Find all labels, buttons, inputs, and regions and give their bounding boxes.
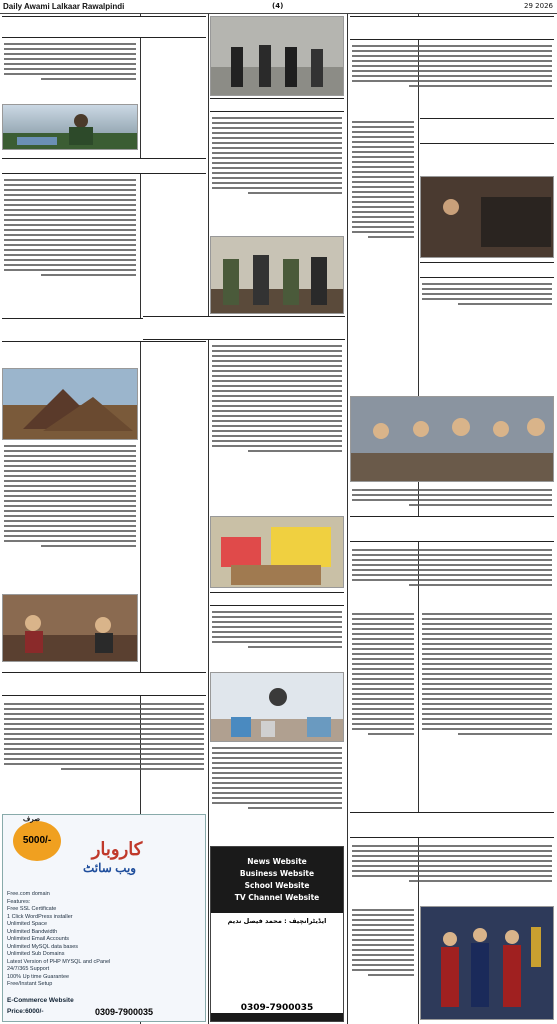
ad-ecommerce: E-Commerce Website <box>7 997 74 1004</box>
ad-phone: 0309-7900035 <box>211 1003 343 1013</box>
column-rule <box>347 14 348 1024</box>
article-text <box>2 176 138 316</box>
news-photo <box>420 906 554 1020</box>
masthead <box>0 0 557 14</box>
news-photo <box>2 594 138 662</box>
news-photo <box>210 16 344 96</box>
ad-feature: Unlimited Bandwidth <box>7 928 58 935</box>
ad-feature: Free SSL Certificate <box>7 906 57 912</box>
article-text <box>210 608 344 670</box>
ad-ecommerce-price: Price:6000/- <box>7 1008 44 1015</box>
news-photo <box>210 672 344 742</box>
ad-feature: Latest Version of PHP MYSQL and cPanel <box>7 958 111 965</box>
column-rule <box>208 14 209 1024</box>
ad-feature: 24/7/365 Support <box>7 966 50 972</box>
ad-item: Business Website <box>239 869 315 878</box>
ad-price-badge <box>13 821 61 861</box>
article-text <box>210 744 344 844</box>
article-text <box>350 906 416 1020</box>
headline-block <box>2 158 206 174</box>
news-photo <box>2 104 138 150</box>
web-hosting-ad <box>2 814 206 1022</box>
headline-block <box>2 16 206 38</box>
ad-feature: Free/Instant Setup <box>7 981 53 987</box>
article-text <box>350 118 416 308</box>
paper-name: Daily Awami Lalkaar Rawalpindi <box>3 2 125 11</box>
ad-feature-list <box>7 891 110 989</box>
article-text <box>350 42 554 114</box>
ad-brand-sub: ویب سائٹ <box>83 861 137 875</box>
headline-block <box>210 98 344 112</box>
ad-feature: Unlimited Sub Domains <box>7 951 65 957</box>
issue-date: 29 2026 <box>524 2 553 10</box>
news-photo <box>210 516 344 588</box>
headline-block <box>350 516 554 542</box>
news-photo <box>420 176 554 258</box>
headline-block <box>210 592 344 606</box>
article-text <box>350 842 554 902</box>
ad-feature: Unlimited MySQL data bases <box>7 943 79 950</box>
ad-feature: 100% Up time Guarantee <box>7 973 70 980</box>
headline-block <box>420 262 554 278</box>
article-text <box>2 40 138 102</box>
ad-body <box>211 913 343 1013</box>
article-text <box>420 610 554 810</box>
headline-block <box>420 118 554 144</box>
news-photo <box>2 368 138 440</box>
article-text <box>420 280 554 320</box>
news-photo <box>210 236 344 314</box>
ad-item: School Website <box>244 881 310 890</box>
article-text <box>2 700 206 810</box>
ad-price: 5000/- <box>22 835 52 846</box>
ad-phone: 0309-7900035 <box>95 1007 154 1017</box>
editor-line: ایڈیٹرانچیف : محمد فیصل ندیم <box>227 917 327 925</box>
website-services-ad <box>210 846 344 1022</box>
news-photo <box>350 396 554 482</box>
ad-price-label: صرف <box>23 816 41 823</box>
page-number: (4) <box>272 2 284 10</box>
ad-item: News Website <box>247 857 307 866</box>
headline-block <box>2 672 206 696</box>
ad-feature: 1 Click WordPress installer <box>7 913 73 920</box>
article-text <box>350 486 554 514</box>
ad-item: TV Channel Website <box>234 893 320 902</box>
article-text <box>210 114 344 234</box>
ad-feature: Free.com domain <box>7 891 50 897</box>
ad-feature: Unlimited Email Accounts <box>7 936 70 942</box>
article-text <box>2 442 138 592</box>
article-text <box>210 342 344 512</box>
headline-block <box>350 812 554 838</box>
ad-brand: کاروبار <box>91 839 143 860</box>
article-text <box>350 610 416 810</box>
article-text <box>350 546 554 606</box>
ad-feature: Features: <box>7 898 31 905</box>
headline-block <box>350 16 554 40</box>
headline-block <box>143 316 345 340</box>
ad-feature: Unlimited Space <box>7 921 48 927</box>
